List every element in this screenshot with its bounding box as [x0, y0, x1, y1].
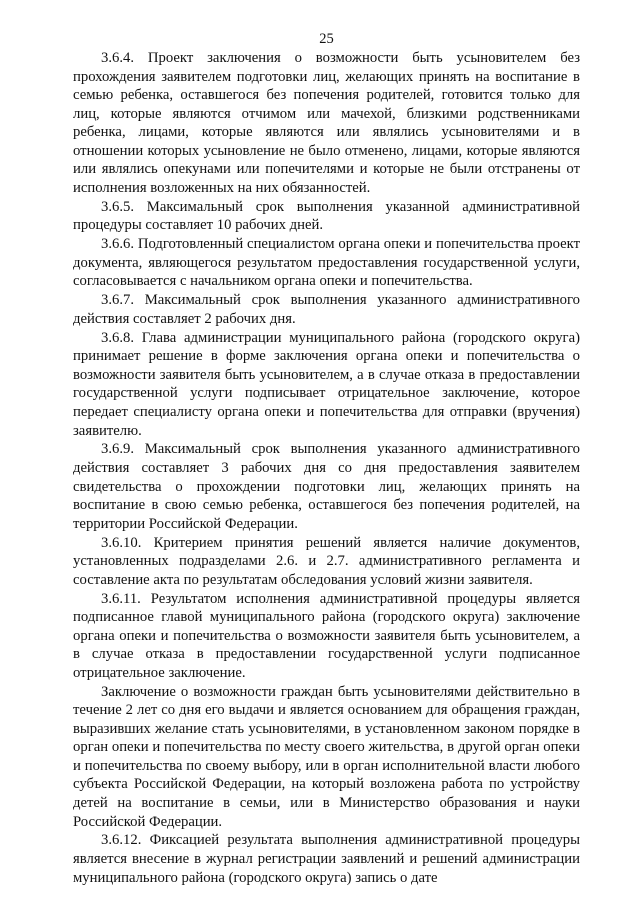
- paragraph-3-6-4: 3.6.4. Проект заключения о возможности быть усыновителем без прохождения заявителем подготовки лиц, желающих принять на воспитание в семью ребенка, оставшегося без попечения родителей, готовится только для лиц, которые являются отчимом или мачехой, близкими родственниками ребенка, лицами, которые являются или являлись усыновителями и в отношении которых усыновление не было отменено, лицами, которые являются или являлись опекунами или попечителями и которые не были отстранены от исполнения возложенных на них обязанностей.: [73, 50, 580, 196]
- paragraph-3-6-12: 3.6.12. Фиксацией результата выполнения административной процедуры является внесение в журнал регистрации заявлений и решений администрации муниципального района (городского округа) запись о дате: [73, 832, 580, 886]
- paragraph-conclusion-validity: Заключение о возможности граждан быть усыновителями действительно в течение 2 лет со дня его выдачи и является основанием для обращения граждан, выразивших желание стать усыновителями, в установленном законом порядке в орган опеки и попечительства по месту своего жительства, в другой орган опеки и попечительства по своему выбору, или в орган исполнительной власти любого субъекта Российской Федерации, на который возложена работа по устройству детей на воспитание в семьи, или в Министерство образования и науки Российской Федерации.: [73, 683, 580, 830]
- document-body: [73, 49, 580, 887]
- paragraph-3-6-10: 3.6.10. Критерием принятия решений является наличие документов, установленных подразделами 2.6. и 2.7. административного регламента и составление акта по результатам обследования условий жизни заявителя.: [73, 534, 580, 588]
- paragraph-3-6-9: 3.6.9. Максимальный срок выполнения указанного административного действия составляет 3 рабочих дня со дня предоставления заявителем свидетельства о прохождении подготовки лиц, желающих принять на воспитание в свою семью ребенка, оставшегося без попечения родителей, на территории Российской Федерации.: [73, 441, 580, 532]
- paragraph-3-6-6: 3.6.6. Подготовленный специалистом органа опеки и попечительства проект документа, являющегося результатом предоставления государственной услуги, согласовывается с начальником органа опеки и попечительства.: [73, 236, 580, 290]
- paragraph-3-6-8: 3.6.8. Глава администрации муниципального района (городского округа) принимает решение в форме заключения органа опеки и попечительства о возможности заявителя быть усыновителем, а в случае отказа в предоставлении государственной услуги подписывает отрицательное заключение, которое передает специалисту органа опеки и попечительства для отправки (вручения) заявителю.: [73, 329, 580, 439]
- page-number: 25: [319, 31, 334, 47]
- paragraph-3-6-11: 3.6.11. Результатом исполнения административной процедуры является подписанное главой муниципального района (городского округа) заключение органа опеки и попечительства о возможности заявителя быть усыновителем, а в случае отказа в предоставлении государственной услуги подписанное отрицательное заключение.: [73, 590, 580, 681]
- paragraph-3-6-7: 3.6.7. Максимальный срок выполнения указанного административного действия составляет 2 рабочих дня.: [73, 292, 580, 327]
- paragraph-3-6-5: 3.6.5. Максимальный срок выполнения указанной административной процедуры составляет 10 рабочих дней.: [73, 198, 580, 234]
